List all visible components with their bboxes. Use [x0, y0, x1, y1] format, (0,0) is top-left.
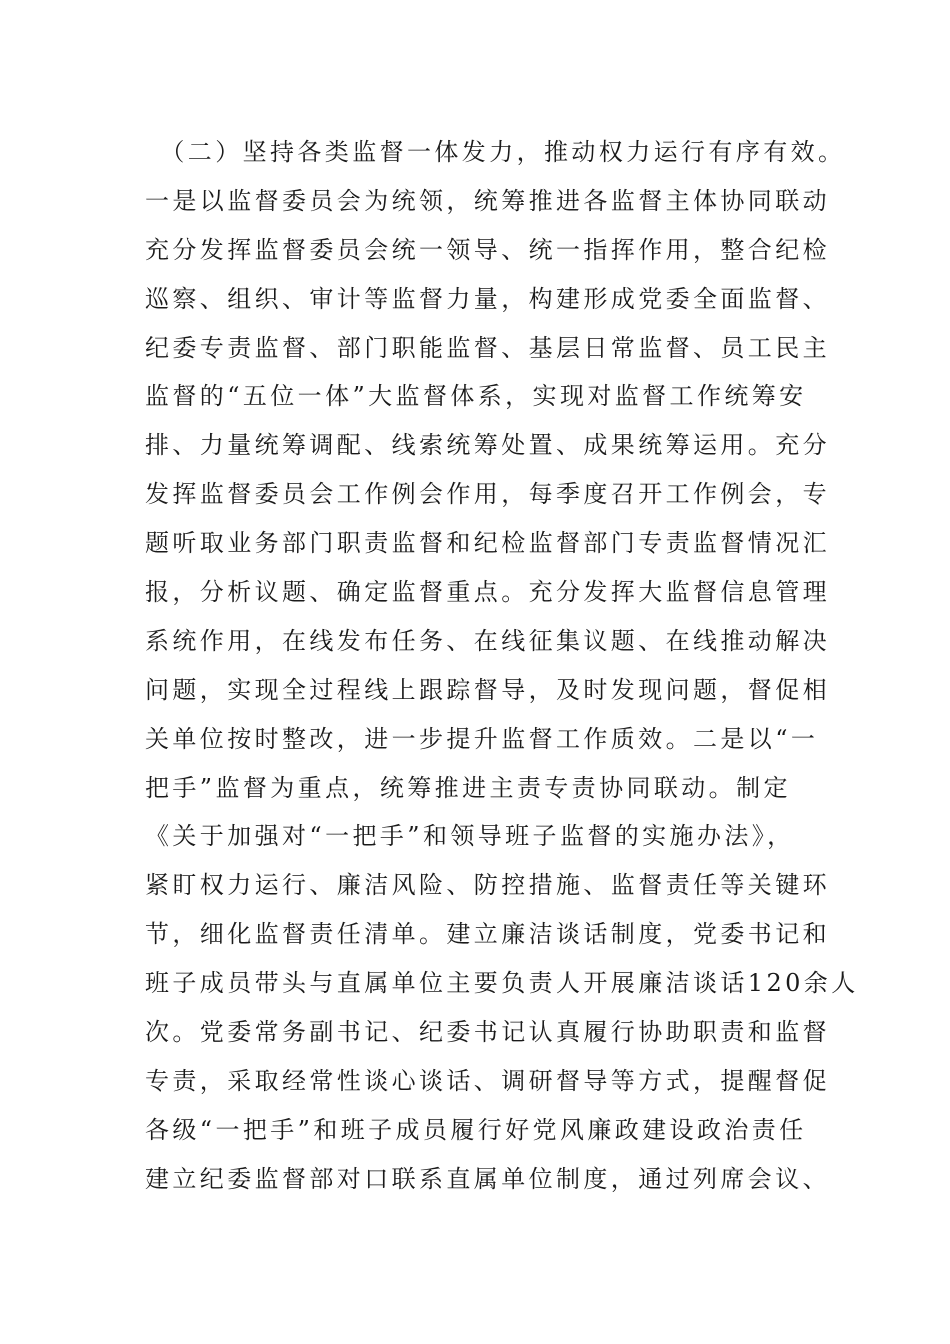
text-line-12: 问题，实现全过程线上跟踪督导，及时发现问题，督促相: [145, 675, 830, 704]
text-line-6: 监督的“五位一体”大监督体系，实现对监督工作统筹安: [145, 382, 807, 411]
text-line-18: 班子成员带头与直属单位主要负责人开展廉洁谈话120余人: [145, 969, 859, 998]
text-line-5: 纪委专责监督、部门职能监督、基层日常监督、员工民主: [145, 333, 830, 362]
text-line-1: （二）坚持各类监督一体发力，推动权力运行有序有效。: [145, 138, 846, 166]
text-line-10: 报，分析议题、确定监督重点。充分发挥大监督信息管理: [145, 578, 830, 607]
text-line-8: 发挥监督委员会工作例会作用，每季度召开工作例会，专: [145, 480, 830, 509]
text-line-9: 题听取业务部门职责监督和纪检监督部门专责监督情况汇: [145, 529, 830, 558]
text-line-2: 一是以监督委员会为统领，统筹推进各监督主体协同联动: [145, 186, 830, 215]
text-line-21: 各级“一把手”和班子成员履行好党风廉政建设政治责任: [145, 1115, 807, 1144]
text-line-19: 次。党委常务副书记、纪委书记认真履行协助职责和监督: [145, 1018, 830, 1047]
text-line-4: 巡察、组织、审计等监督力量，构建形成党委全面监督、: [145, 284, 830, 313]
text-line-15: 《关于加强对“一把手”和领导班子监督的实施办法》，: [145, 822, 795, 851]
text-line-3: 充分发挥监督委员会统一领导、统一指挥作用，整合纪检: [145, 235, 830, 264]
text-line-17: 节，细化监督责任清单。建立廉洁谈话制度，党委书记和: [145, 920, 830, 949]
text-line-13: 关单位按时整改，进一步提升监督工作质效。二是以“一: [145, 724, 819, 753]
body-text: [145, 128, 859, 1204]
text-line-22: 建立纪委监督部对口联系直属单位制度，通过列席会议、: [145, 1164, 830, 1193]
text-line-7: 排、力量统筹调配、线索统筹处置、成果统筹运用。充分: [145, 431, 830, 460]
text-line-11: 系统作用，在线发布任务、在线征集议题、在线推动解决: [145, 626, 830, 655]
text-line-16: 紧盯权力运行、廉洁风险、防控措施、监督责任等关键环: [145, 871, 830, 900]
text-line-20: 专责，采取经常性谈心谈话、调研督导等方式，提醒督促: [145, 1066, 830, 1095]
text-line-14: 把手”监督为重点，统筹推进主责专责协同联动。制定: [145, 773, 791, 802]
